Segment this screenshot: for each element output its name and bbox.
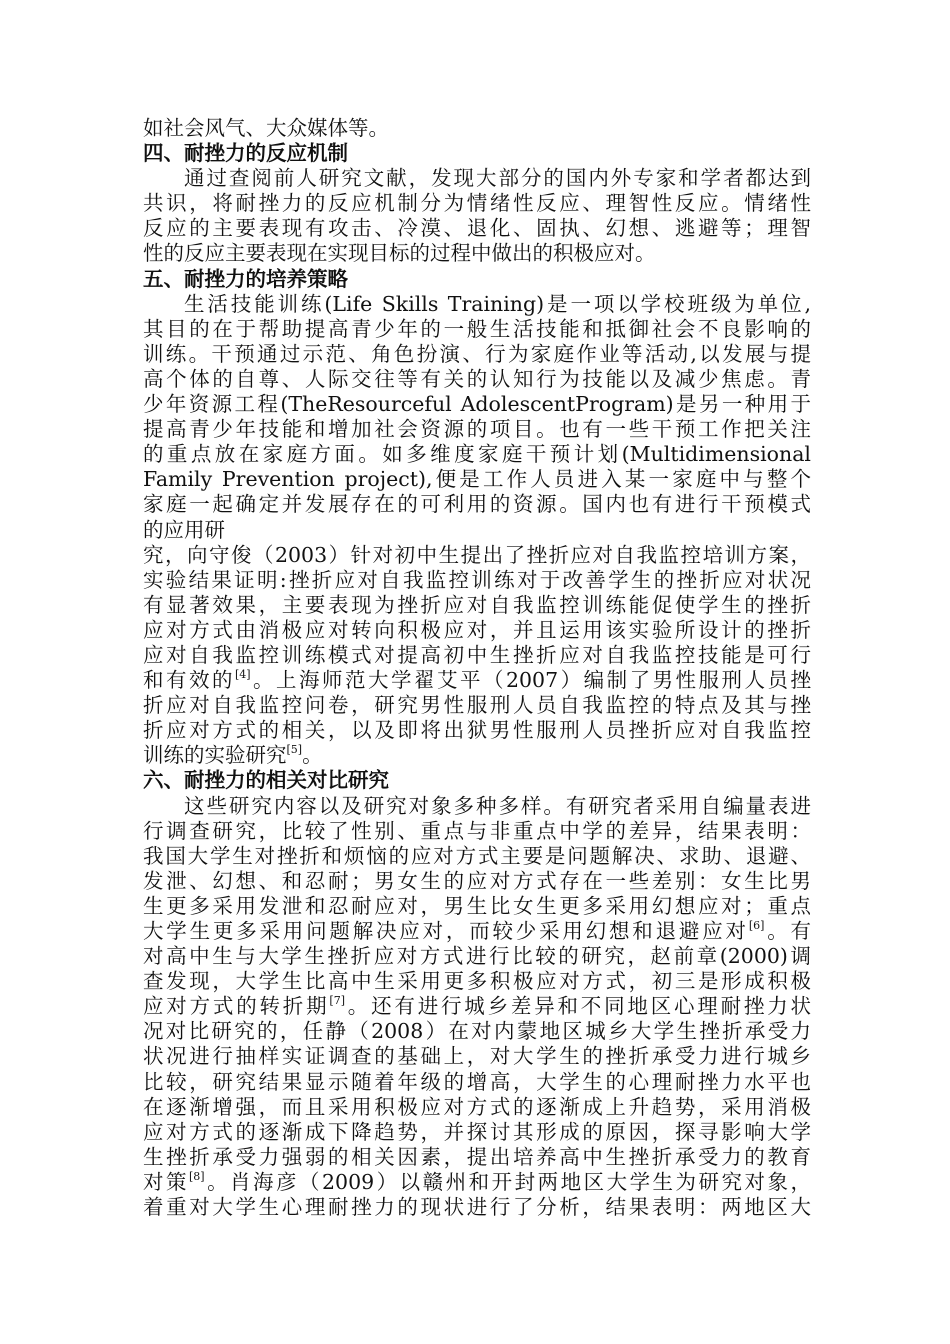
paragraph-line: 如社会风气、大众媒体等。 (143, 116, 389, 140)
paragraph-line (143, 668, 811, 693)
paragraph-line: 共识，将耐挫力的反应机制分为情绪性反应、理智性反应。情绪性 (143, 191, 811, 216)
paragraph-line: 发泄、幻想、和忍耐；男女生的应对方式存在一些差别：女生比男 (143, 868, 811, 893)
paragraph-line: 我国大学生对挫折和烦恼的应对方式主要是问题解决、求助、退避、 (143, 843, 811, 868)
paragraph-line: 究，向守俊（2003）针对初中生提出了挫折应对自我监控培训方案， (143, 542, 811, 567)
line-text: 。肖海彦（2009）以赣州和开封两地区大学生为研究对象， (204, 1169, 811, 1194)
paragraph-line: 况对比研究的，任静（2008）在对内蒙地区城乡大学生挫折承受力 (143, 1019, 811, 1044)
section-heading: 四、耐挫力的反应机制 (143, 141, 348, 166)
paragraph-line: 提高青少年技能和增加社会资源的项目。也有一些干预工作把关注 (143, 417, 811, 442)
paragraph-line: 比较，研究结果显示随着年级的增高，大学生的心理耐挫力水平也 (143, 1069, 811, 1094)
paragraph-line: 少年资源工程(TheResourceful AdolescentProgram)是另一种用于 (143, 392, 811, 417)
section-heading: 六、耐挫力的相关对比研究 (143, 768, 389, 793)
paragraph-line: 性的反应主要表现在实现目标的过程中做出的积极应对。 (143, 241, 656, 266)
paragraph-line: 生挫折承受力强弱的相关因素，提出培养高中生挫折承受力的教育 (143, 1144, 811, 1169)
paragraph-line: 的重点放在家庭方面。如多维度家庭干预计划(Multidimensional (143, 442, 811, 467)
line-text: 。有 (764, 919, 811, 943)
paragraph-line: 查发现，大学生比高中生采用更多积极应对方式，初三是形成积极 (143, 969, 811, 994)
line-text: 。上海师范大学翟艾平（2007）编制了男性服刑人员挫 (250, 668, 811, 693)
line-text: 大学生更多采用问题解决应对，而较少采用幻想和退避应对 (143, 919, 749, 943)
paragraph-line (143, 994, 811, 1019)
paragraph-line: 生活技能训练(Life Skills Training)是一项以学校班级为单位, (184, 291, 811, 316)
line-text: 应对方式的转折期 (143, 994, 330, 1019)
paragraph-line (143, 919, 811, 944)
line-text: 。 (302, 743, 323, 768)
paragraph-line: 通过查阅前人研究文献，发现大部分的国内外专家和学者都达到 (184, 166, 811, 191)
paragraph-line: 在逐渐增强，而且采用积极应对方式的逐渐成上升趋势，采用消极 (143, 1094, 811, 1119)
line-text: 对策 (143, 1169, 189, 1194)
paragraph-line: 应对自我监控训练模式对提高初中生挫折应对自我监控技能是可行 (143, 642, 811, 667)
paragraph-line: 应对方式由消极应对转向积极应对，并且运用该实验所设计的挫折 (143, 617, 811, 642)
paragraph-line: 有显著效果，主要表现为挫折应对自我监控训练能促使学生的挫折 (143, 592, 811, 617)
paragraph-line: 其目的在于帮助提高青少年的一般生活技能和抵御社会不良影响的 (143, 316, 811, 341)
line-text: 和有效的 (143, 668, 235, 693)
paragraph-line: 折应对方式的相关，以及即将出狱男性服刑人员挫折应对自我监控 (143, 718, 811, 743)
paragraph-line: 行调查研究，比较了性别、重点与非重点中学的差异，结果表明： (143, 818, 811, 843)
citation-ref: [4] (234, 668, 251, 682)
paragraph-line: 对高中生与大学生挫折应对方式进行比较的研究，赵前章(2000)调 (143, 944, 811, 969)
paragraph-line (143, 743, 811, 768)
paragraph-line: 反应的主要表现有攻击、冷漠、退化、固执、幻想、逃避等；理智 (143, 216, 811, 241)
paragraph-line: 折应对自我监控问卷，研究男性服刑人员自我监控的特点及其与挫 (143, 693, 811, 718)
line-text: 。还有进行城乡差异和不同地区心理耐挫力状 (345, 994, 811, 1019)
paragraph-line: 应对方式的逐渐成下降趋势，并探讨其形成的原因，探寻影响大学 (143, 1119, 811, 1144)
paragraph-line: 状况进行抽样实证调查的基础上，对大学生的挫折承受力进行城乡 (143, 1044, 811, 1069)
paragraph-line: Family Prevention project),便是工作人员进入某一家庭中与整个 (143, 467, 811, 492)
paragraph-line: 实验结果证明:挫折应对自我监控训练对于改善学生的挫折应对状况 (143, 567, 811, 592)
paragraph-line: 的应用研 (143, 517, 225, 542)
citation-ref: [8] (188, 1169, 205, 1183)
line-text: 训练的实验研究 (143, 743, 287, 768)
paragraph-line (143, 1170, 811, 1195)
paragraph-line: 家庭一起确定并发展存在的可利用的资源。国内也有进行干预模式 (143, 492, 811, 517)
paragraph-line: 高个体的自尊、人际交往等有关的认知行为技能以及减少焦虑。青 (143, 366, 811, 391)
citation-ref: [5] (286, 743, 303, 757)
paragraph-line: 训练。干预通过示范、角色扮演、行为家庭作业等活动,以发展与提 (143, 341, 811, 366)
citation-ref: [6] (748, 919, 765, 932)
citation-ref: [7] (329, 994, 345, 1008)
document-page (143, 116, 811, 1220)
section-heading: 五、耐挫力的培养策略 (143, 266, 348, 291)
paragraph-line: 这些研究内容以及研究对象多种多样。有研究者采用自编量表进 (184, 793, 811, 818)
paragraph-line: 着重对大学生心理耐挫力的现状进行了分析，结果表明：两地区大 (143, 1195, 811, 1220)
paragraph-line: 生更多采用发泄和忍耐应对，男生比女生更多采用幻想应对；重点 (143, 893, 811, 918)
